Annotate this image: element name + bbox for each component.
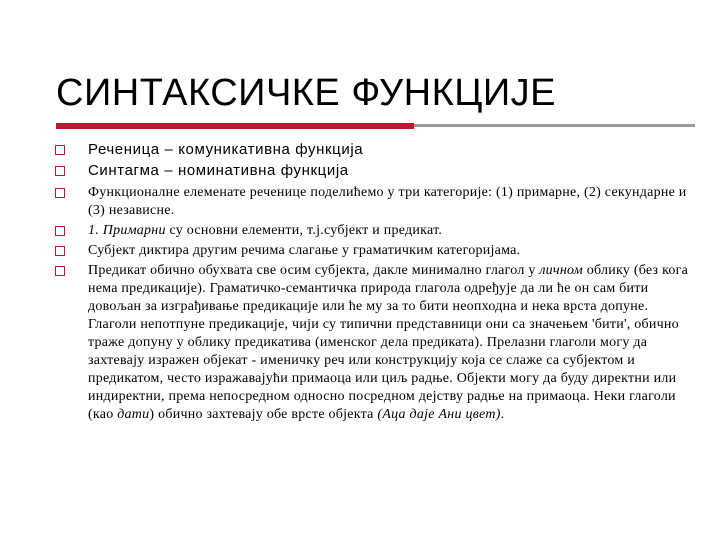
- hollow-square-icon: [55, 188, 65, 198]
- bullet-italic: дати: [117, 407, 150, 422]
- bullet-italic: 1. Примарни: [88, 223, 166, 238]
- bullet-item-5: [52, 242, 692, 260]
- bullet-item-6: [52, 262, 692, 424]
- bullet-italic: (Аца даје Ани цвет): [377, 407, 501, 422]
- bullet-item-3: [52, 184, 692, 220]
- hollow-square-icon: [55, 166, 65, 176]
- bullet-item-4: [52, 222, 692, 240]
- slide-title: СИНТАКСИЧКЕ ФУНКЦИЈЕ: [56, 72, 556, 114]
- hollow-square-icon: [55, 266, 65, 276]
- hollow-square-icon: [55, 145, 65, 155]
- bullet-text: Функционалне елеменате реченице поделићемо у три категорије: (1) примарне, (2) секундарне и (3) независне.: [88, 185, 687, 218]
- title-rule-accent: [56, 123, 414, 129]
- bullet-text: .: [500, 407, 505, 422]
- bullet-text: Субјект диктира другим речима слагање у граматичким категоријама.: [88, 243, 521, 258]
- bullet-text: Предикат обично обухвата све осим субјекта, дакле минимално глагол у: [88, 263, 540, 278]
- bullet-text: су основни елементи, т.ј.субјект и предикат.: [165, 223, 443, 238]
- bullet-italic: личном: [539, 263, 583, 278]
- bullet-text: облику (без кога нема предикације). Граматичко-семантичка природа глагола одређује да ли ће он сам бити довољан за изграђивање предикације или ће му за то бити неопходна и нека врста допуне. Глаголи непотпуне предикације, чији су типични представници они са значењем 'бити', обично траже допуну у облику предикатива (именског дела предиката). Прелазни глаголи могу да захтевају изражен објекат - именичку реч или конструкцију која се слаже са субјектом и предикатом, често изражавајући примаоца или циљ радње. Објекти могу да буду директни или индиректни, према непосредном односно посредном дејству радње на примаоца. Неки глаголи (као: [88, 263, 689, 422]
- bullet-text: Синтагма – номинативна функција: [88, 162, 349, 179]
- hollow-square-icon: [55, 226, 65, 236]
- bullet-text: Реченица – комуникативна функција: [88, 141, 364, 158]
- hollow-square-icon: [55, 246, 65, 256]
- bullet-list: [52, 139, 692, 424]
- bullet-text: ) обично захтевају обе врсте објекта: [149, 407, 378, 422]
- bullet-item-1: [52, 139, 692, 160]
- bullet-item-2: [52, 160, 692, 181]
